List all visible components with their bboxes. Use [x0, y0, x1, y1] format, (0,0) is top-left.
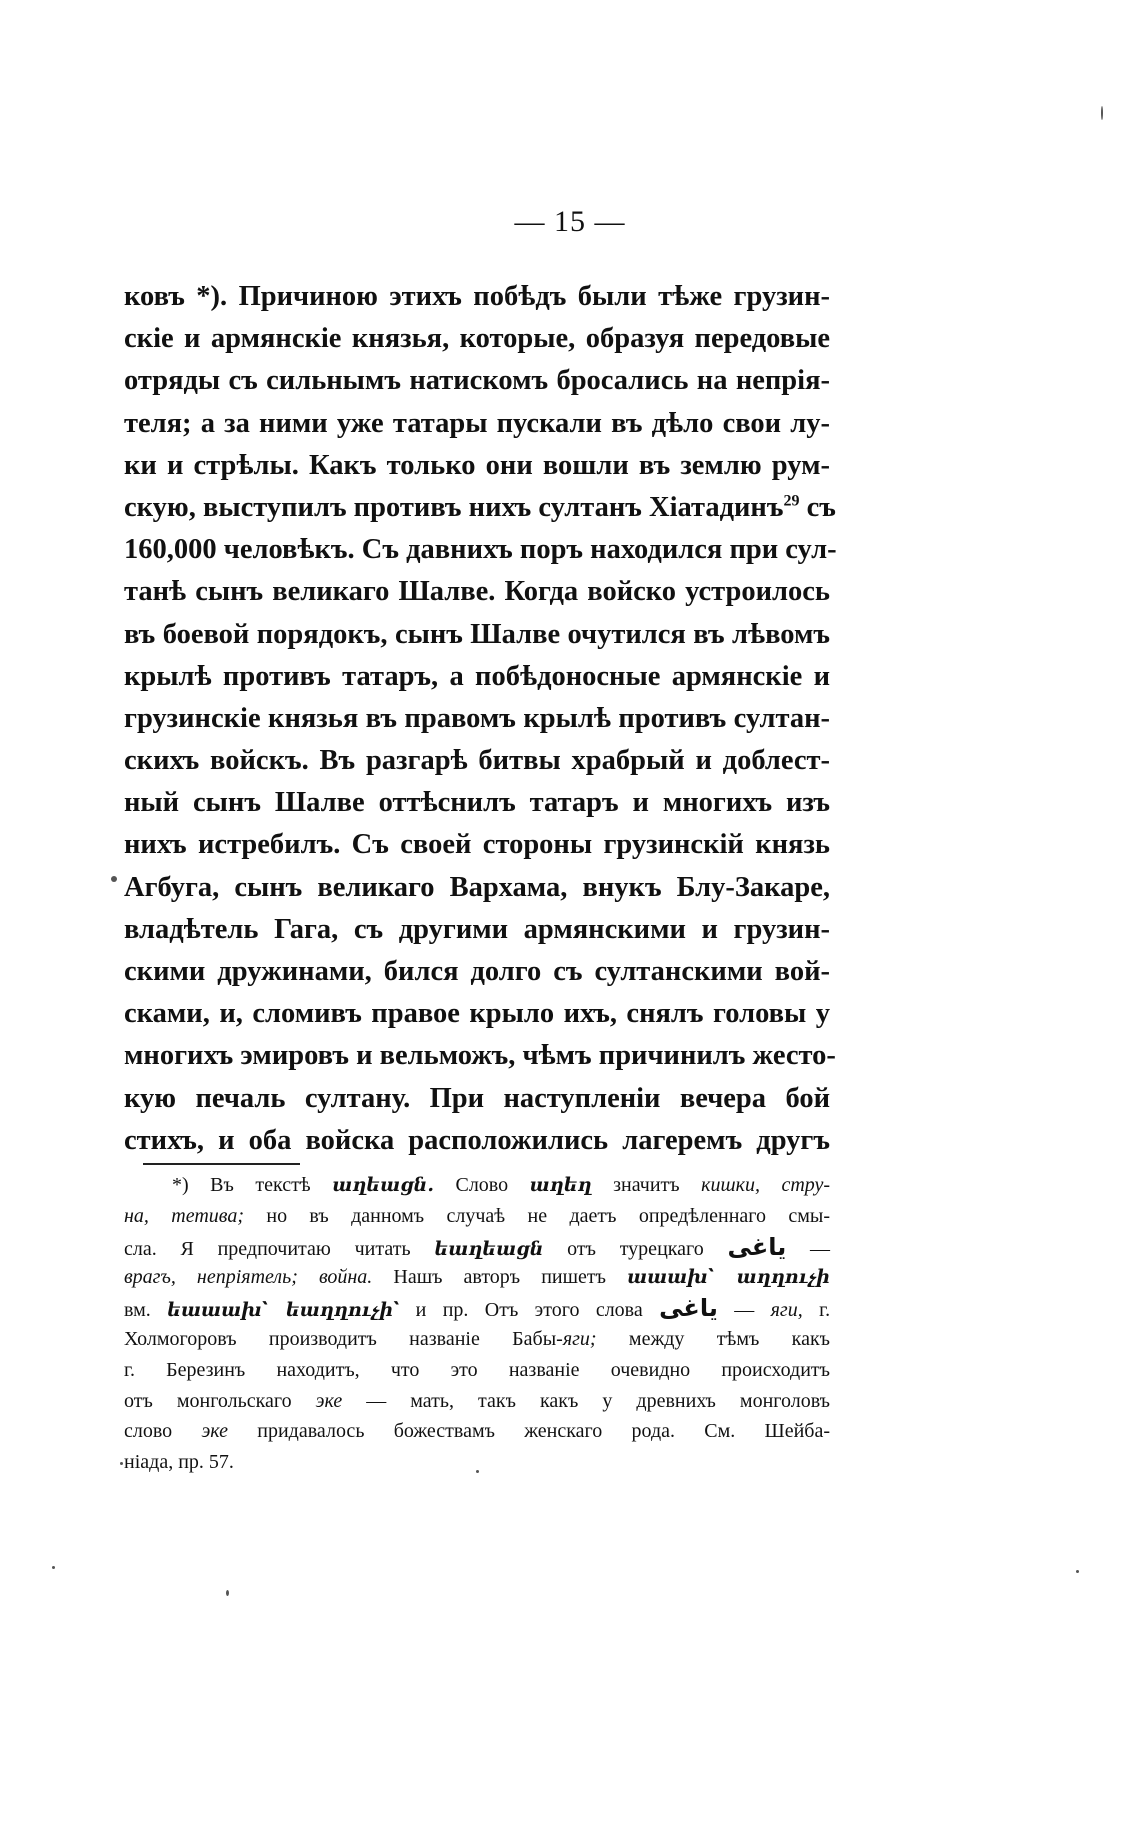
text-line: ный сынъ Шалве оттѣснилъ татаръ и многихъ изъ: [124, 787, 830, 819]
footnote-italic: врагъ, непріятель; война.: [124, 1266, 373, 1289]
footnote-text: Слово: [455, 1174, 509, 1196]
footnote-line: ніада, пр. 57.: [124, 1451, 234, 1474]
text-line: кую печаль султану. При наступленіи вечера бой: [124, 1082, 830, 1114]
text-segment: скую, выступилъ противъ нихъ султанъ Хіатадинъ: [124, 491, 784, 523]
footnote-line: [124, 1416, 830, 1447]
text-line: ковъ *). Причиною этихъ побѣдъ были тѣже грузин-: [124, 281, 830, 312]
footnote-text: —: [734, 1299, 755, 1322]
scan-speck: [226, 1590, 229, 1596]
footnote-italic: эке: [315, 1389, 343, 1412]
footnote-text: значитъ: [613, 1174, 680, 1196]
armenian-word: եաաախ՝ եաղղուչի՝: [167, 1299, 400, 1322]
text-line: ки и стрѣлы. Какъ только они вошли въ землю рум-: [124, 449, 830, 481]
text-line: нихъ истребилъ. Съ своей стороны грузинскій князь: [124, 829, 830, 861]
text-line: владѣтель Гага, съ другими армянскими и грузин-: [124, 913, 830, 945]
text-line-with-note: [124, 487, 836, 529]
footnote-text: сла. Я предпочитаю читать: [124, 1237, 411, 1260]
text-line: многихъ эмировъ и вельможъ, чѣмъ причинилъ жесто-: [124, 1040, 836, 1072]
footnote-line: [124, 1293, 830, 1324]
footnote-text: г.: [819, 1299, 831, 1322]
footnote-text: и пр. Отъ этого слова: [415, 1299, 643, 1322]
footnote-text: отъ монгольскаго: [124, 1389, 292, 1412]
footnote-line: [124, 1232, 830, 1263]
page-number: — 15 —: [514, 205, 626, 238]
footnote-italic: эке: [201, 1420, 228, 1443]
arabic-word: ياغى: [659, 1294, 718, 1323]
footnote-rule: [143, 1163, 300, 1165]
footnote-text: но въ данномъ случаѣ не даетъ опредѣленнаго смы-: [266, 1204, 831, 1227]
footnote-line: [124, 1324, 830, 1355]
text-line: скіе и армянскіе князья, которые, образуя передовые: [124, 323, 830, 355]
armenian-word: եաղեացն: [434, 1237, 544, 1260]
text-line: крылѣ противъ татаръ, а побѣдоносные армянскіе и: [124, 660, 830, 692]
scan-speck: [52, 1566, 55, 1569]
armenian-word: աղեացն.: [332, 1174, 434, 1196]
footnote-text: вм.: [124, 1299, 151, 1322]
footnote-italic: яги;: [562, 1327, 597, 1350]
text-line: отряды съ сильнымъ натискомъ бросались на непрія-: [124, 365, 830, 397]
text-line: стихъ, и оба войска расположились лагеремъ другъ: [124, 1124, 830, 1156]
footnote-line: [124, 1386, 830, 1417]
footnote-line: [124, 1201, 830, 1232]
footnote-italic: кишки, стру-: [701, 1174, 831, 1196]
text-line: танѣ сынъ великаго Шалве. Когда войско устроилось: [124, 576, 830, 608]
footnote-line: г. Березинъ находитъ, что это названіе очевидно происходитъ: [124, 1358, 830, 1381]
scan-speck: [120, 1462, 123, 1465]
arabic-word: ياغى: [727, 1232, 787, 1261]
text-line: скихъ войскъ. Въ разгарѣ битвы храбрый и доблест-: [124, 745, 830, 777]
text-line: Агбуга, сынъ великаго Вархама, внукъ Блу-Закаре,: [124, 871, 830, 903]
footnote-text: слово: [124, 1420, 173, 1443]
footnote-text: Нашъ авторъ пишетъ: [393, 1266, 606, 1289]
footnote-line: [124, 1262, 830, 1293]
text-line: грузинскіе князья въ правомъ крылѣ противъ султан-: [124, 702, 830, 734]
armenian-word: աղեղ: [529, 1174, 592, 1196]
armenian-word: աաախ՝ աղղուչի: [627, 1266, 831, 1289]
footnote-text: между тѣмъ какъ: [628, 1327, 831, 1350]
footnote-text: —: [810, 1237, 830, 1260]
footnote: [124, 1170, 830, 1478]
footnote-italic: на, тетива;: [124, 1204, 244, 1227]
footnote-text: *) Въ текстѣ: [172, 1174, 311, 1196]
scan-speck: [1076, 1570, 1079, 1573]
footnote-text: придавалось божествамъ женскаго рода. См. Шейба-: [257, 1420, 830, 1443]
footnote-text: отъ турецкаго: [567, 1237, 704, 1260]
scan-speck: [1101, 106, 1103, 120]
text-segment: съ: [806, 491, 836, 523]
footnote-text: Холмогоровъ производитъ названіе Бабы-: [124, 1327, 563, 1350]
text-line: въ боевой порядокъ, сынъ Шалве очутился въ лѣвомъ: [124, 618, 830, 650]
footnote-italic: яги,: [770, 1299, 803, 1322]
footnote-text: — мать, такъ какъ у древнихъ монголовъ: [366, 1389, 830, 1412]
scan-speck: [476, 1470, 479, 1473]
note-reference: 29: [783, 492, 800, 510]
scan-speck: [111, 876, 117, 882]
text-line: 160,000 человѣкъ. Съ давнихъ поръ находился при сул-: [124, 534, 837, 566]
text-line: теля; а за ними уже татары пускали въ дѣло свои лу-: [124, 407, 830, 439]
text-line: скими дружинами, бился долго съ султанскими вой-: [124, 956, 830, 987]
text-line: сками, и, сломивъ правое крыло ихъ, снялъ головы у: [124, 998, 830, 1030]
footnote-line: [124, 1170, 830, 1201]
main-text: [124, 276, 837, 1162]
